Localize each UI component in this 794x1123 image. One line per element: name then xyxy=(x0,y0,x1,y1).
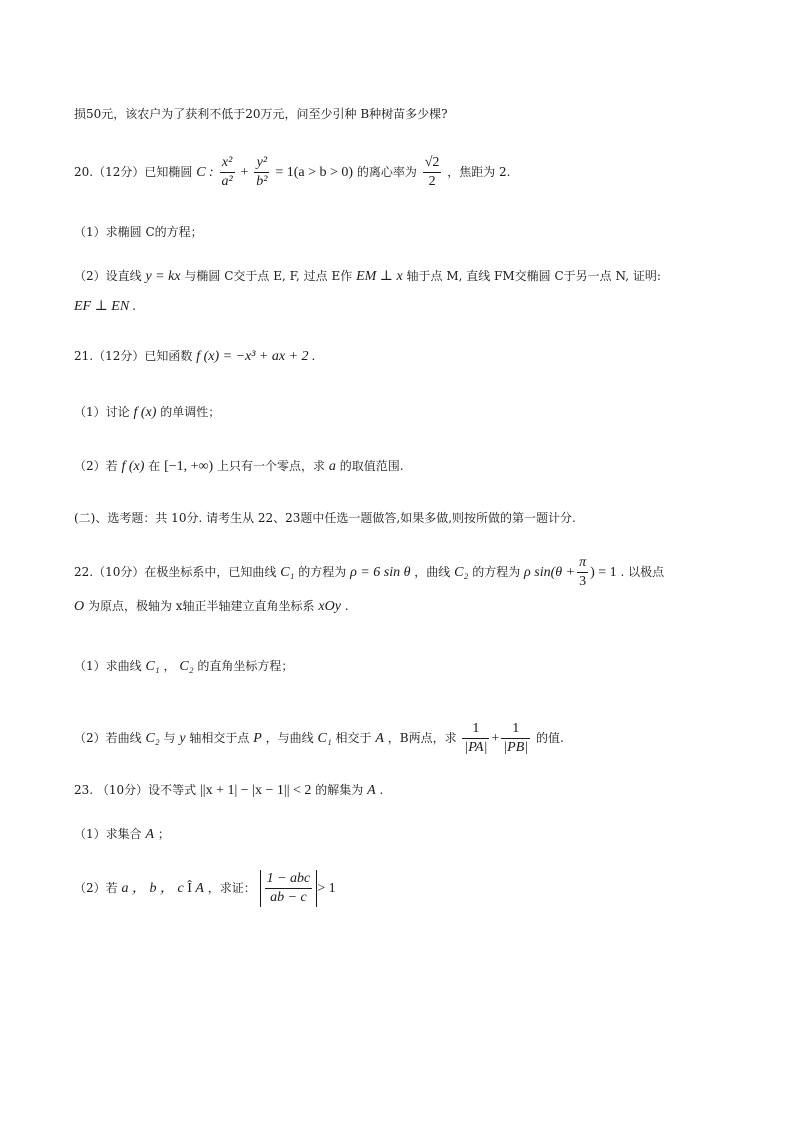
q20-fraction-y: $\frac{\text{y²}}{\text{b²}}$ xyxy=(256,155,268,189)
question-20-statement: 20.（12分）已知椭圆 C : $\frac{\text{x²}}{\text{a²}}$ + $\frac{\text{y²}}{\text{b²}}$ = 1(a > b > 0) 的离心率为 $\frac{√2}{2}$ ，焦距为 2. xyxy=(74,155,511,189)
q21-function: f (x) = −x³ + ax + 2 . xyxy=(196,349,316,364)
q23-inequality: ||x + 1| − |x − 1|| < 2 xyxy=(200,783,312,798)
q21-interval: [−1, +∞) xyxy=(164,459,214,474)
q22-fraction-pb: $\frac{1}{|PB|}$ xyxy=(503,721,529,755)
q22-pi-over-3: $\frac{\pi}{3}$ xyxy=(579,555,587,589)
elective-section-heading: (二)、选考题：共 10分. 请考生从 22、23题中任选一题做答,如果多做,则按所做的第一题计分. xyxy=(74,511,576,525)
q20-part-2: （2）设直线 y = kx 与椭圆 C交于点 E, F, 过点 E作 EM ⊥ x 轴于点 M, 直线 FM交椭圆 C于另一点 N, 证明: xyxy=(74,269,661,284)
q20-fraction-x: $\frac{\text{x²}}{\text{a²}}$ xyxy=(221,155,233,189)
q20-mid: 的离心率为 xyxy=(356,165,417,179)
q20-equation-tail: = 1(a > b > 0) xyxy=(275,165,354,180)
q22-coordinate-setup: O 为原点，极轴为 x轴正半轴建立直角坐标系 xOy . xyxy=(74,599,349,614)
question-23-statement: 23. （10分）设不等式 ||x + 1| − |x − 1|| < 2 的解集为 A . xyxy=(74,783,384,798)
question-22-statement: 22.（10分）在极坐标系中，已知曲线 C₁ 的方程为 ρ = 6 sin θ ，曲线 C₂ 的方程为 ρ sin(θ + $\frac{\pi}{3}$ ) = 1 . 以极点 xyxy=(74,555,665,589)
q22-curve-1-eq: ρ = 6 sin θ xyxy=(350,565,411,580)
q23-part-2: （2）若 a ， b ， c Î A ，求证： $\frac{\text{1 − abc}}{ab - c}$ > 1 xyxy=(74,871,336,905)
q22-part-1: （1）求曲线 C₁ ， C₂ 的直角坐标方程； xyxy=(74,659,294,674)
q20-ellipse-prefix: C : xyxy=(196,165,214,180)
q20-line-eq: y = kx xyxy=(145,269,181,284)
q20-head: 20.（12分）已知椭圆 xyxy=(74,165,193,179)
q20-eccentricity: $\frac{√2}{2}$ xyxy=(424,155,440,189)
continued-problem-text: 损50元，该农户为了获利不低于20万元，问至少引种 B种树苗多少棵? xyxy=(74,107,448,121)
q20-part-2-conclusion: EF ⊥ EN . xyxy=(74,299,137,314)
q22-curve-2-eq: ρ sin(θ + xyxy=(524,565,576,580)
question-21-statement: 21.（12分）已知函数 f (x) = −x³ + ax + 2 . xyxy=(74,349,316,364)
q20-perp-eq: EM ⊥ x xyxy=(356,269,403,284)
q21-part-1: （1）讨论 f (x) 的单调性； xyxy=(74,405,221,420)
q21-part-2: （2）若 f (x) 在 [−1, +∞) 上只有一个零点，求 a 的取值范围. xyxy=(74,459,404,474)
q20-tail: ，焦距为 2. xyxy=(447,165,511,179)
q20-part-1: （1）求椭圆 C的方程； xyxy=(74,225,203,239)
q23-part-1: （1）求集合 A ； xyxy=(74,827,170,842)
q23-absolute-fraction: $\frac{\text{1 − abc}}{ab - c}$ xyxy=(260,870,318,907)
q22-part-2: （2）若曲线 C₂ 与 y 轴相交于点 P ，与曲线 C₁ 相交于 A ，B两点，求 $\frac{1}{|PA|}$ + $\frac{1}{|PB|}$ 的值. xyxy=(74,721,564,755)
q22-fraction-pa: $\frac{1}{|PA|}$ xyxy=(464,721,488,755)
